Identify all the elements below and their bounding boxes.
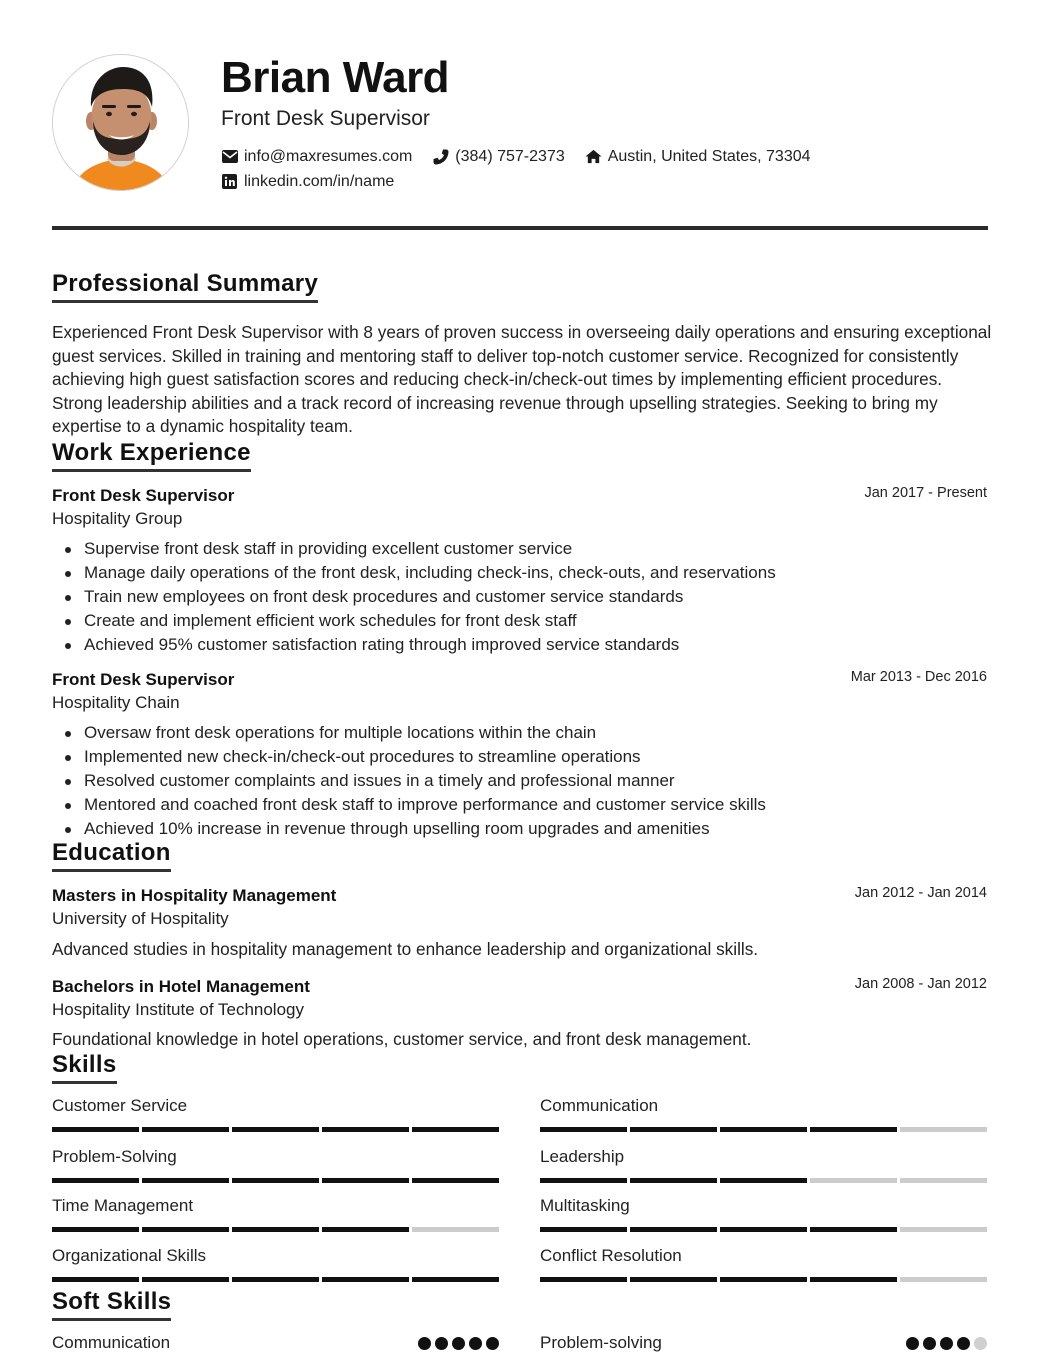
list-item: Resolved customer complaints and issues in a timely and professional manner [52,769,982,793]
skill-level-segment [232,1277,319,1282]
education-description: Foundational knowledge in hotel operations, customer service, and front desk management. [52,1029,752,1049]
skill-level-segment [630,1277,717,1282]
skill-item [540,1146,987,1183]
location-text: Austin, United States, 73304 [607,147,811,165]
skill-label: Problem-Solving [52,1147,177,1166]
rating-dot [435,1337,448,1350]
skill-item [52,1245,499,1282]
skill-level-bar [52,1178,499,1183]
skill-level-bar [52,1127,499,1132]
skill-level-segment [412,1227,499,1232]
rating-dot [469,1337,482,1350]
contact-phone[interactable] [432,146,564,168]
rating-dot [906,1337,919,1350]
candidate-name: Brian Ward [221,53,450,102]
candidate-role: Front Desk Supervisor [221,107,430,130]
job-organization: Hospitality Group [52,509,183,528]
rating-dot [418,1337,431,1350]
skill-level-segment [52,1178,139,1183]
list-item: Train new employees on front desk procedures and customer service standards [52,585,982,609]
degree-title: Masters in Hospitality Management [52,886,337,905]
soft-skill-item [540,1330,987,1356]
rating-dot [940,1337,953,1350]
skill-level-bar [52,1277,499,1282]
skill-level-bar [540,1127,987,1132]
skill-level-segment [720,1178,807,1183]
skill-level-segment [720,1227,807,1232]
linkedin-icon [221,173,238,190]
linkedin-text: linkedin.com/in/name [244,172,395,190]
contact-linkedin[interactable] [221,171,394,193]
skill-level-segment [900,1227,987,1232]
skill-label: Organizational Skills [52,1246,207,1265]
skill-label: Customer Service [52,1096,188,1115]
skill-level-segment [232,1227,319,1232]
phone-icon [432,148,449,165]
skill-level-segment [900,1277,987,1282]
job-organization: Hospitality Chain [52,693,180,712]
summary-text: Experienced Front Desk Supervisor with 8 years of proven success in overseeing daily operations and ensuring exceptional guest services. Skilled in training and mentoring staff to deliver top-notch customer service. Recognized for consistently achieving high guest satisfaction scores and reducing check-in/check-out times by implementing efficient procedures. Strong leadership abilities and a track record of increasing revenue through upselling strategies. Seeking to bring my expertise to a dynamic hospitality team. [52,322,992,437]
skill-level-segment [540,1127,627,1132]
skill-level-segment [630,1127,717,1132]
list-item: Implemented new check-in/check-out procedures to streamline operations [52,745,982,769]
list-item: Manage daily operations of the front desk, including check-ins, check-outs, and reservations [52,561,982,585]
skill-level-segment [322,1127,409,1132]
skill-level-segment [540,1277,627,1282]
skill-level-segment [720,1127,807,1132]
skill-level-segment [412,1127,499,1132]
skill-label: Communication [540,1096,659,1115]
section-title-skills: Skills [52,1051,117,1084]
list-item: Mentored and coached front desk staff to improve performance and customer service skills [52,793,982,817]
contact-row [221,169,831,194]
skill-label: Time Management [52,1196,194,1215]
list-item: Oversaw front desk operations for multiple locations within the chain [52,721,982,745]
phone-text: (384) 757-2373 [455,147,565,165]
skill-item [540,1195,987,1232]
rating-dot [486,1337,499,1350]
skill-level-segment [900,1127,987,1132]
home-icon [585,148,602,165]
skill-level-segment [232,1178,319,1183]
soft-skill-rating [902,1337,987,1350]
soft-skill-label: Communication [52,1333,171,1352]
avatar [52,54,189,191]
skill-item [52,1146,499,1183]
degree-title: Bachelors in Hotel Management [52,977,310,996]
skill-item [540,1245,987,1282]
skill-item [540,1095,987,1132]
skill-level-segment [630,1178,717,1183]
skill-level-segment [322,1277,409,1282]
skill-level-segment [52,1277,139,1282]
skill-level-bar [540,1277,987,1282]
soft-skill-label: Problem-solving [540,1333,662,1352]
skill-level-segment [142,1277,229,1282]
skill-level-segment [412,1178,499,1183]
skill-level-segment [412,1277,499,1282]
email-text: info@maxresumes.com [244,147,413,165]
job-bullet-list [52,721,982,841]
soft-skill-item [52,1330,499,1356]
list-item: Supervise front desk staff in providing excellent customer service [52,537,982,561]
skill-level-segment [142,1127,229,1132]
education-date: Jan 2012 - Jan 2014 [854,885,987,901]
list-item: Achieved 10% increase in revenue through upselling room upgrades and amenities [52,817,982,841]
contact-email[interactable] [221,146,412,168]
profile-photo [53,55,189,191]
skill-level-bar [540,1178,987,1183]
skill-label: Conflict Resolution [540,1246,682,1265]
skill-level-segment [52,1227,139,1232]
resume-header [52,54,988,194]
skill-level-segment [142,1227,229,1232]
skill-level-segment [810,1227,897,1232]
rating-dot [452,1337,465,1350]
rating-dot [923,1337,936,1350]
job-title: Front Desk Supervisor [52,486,235,505]
section-title-experience: Work Experience [52,439,251,472]
skill-level-segment [232,1127,319,1132]
skill-item [52,1195,499,1232]
skill-level-segment [810,1127,897,1132]
header-divider [52,226,988,230]
skill-level-segment [810,1277,897,1282]
envelope-icon [221,148,238,165]
contact-location [585,146,811,168]
skill-level-segment [322,1227,409,1232]
list-item: Achieved 95% customer satisfaction rating through improved service standards [52,633,982,657]
job-bullet-list [52,537,982,657]
skill-label: Multitasking [540,1196,630,1215]
soft-skill-rating [414,1337,499,1350]
skill-level-segment [630,1227,717,1232]
skill-level-segment [540,1227,627,1232]
section-title-summary: Professional Summary [52,270,318,303]
skill-level-segment [720,1277,807,1282]
contact-row [221,144,831,169]
rating-dot [957,1337,970,1350]
skill-level-segment [322,1178,409,1183]
skill-level-bar [52,1227,499,1232]
school-name: Hospitality Institute of Technology [52,1000,304,1019]
skill-level-segment [900,1178,987,1183]
school-name: University of Hospitality [52,909,229,928]
rating-dot [974,1337,987,1350]
skill-level-segment [540,1178,627,1183]
skill-label: Leadership [540,1147,625,1166]
job-date: Jan 2017 - Present [864,485,987,501]
section-title-soft-skills: Soft Skills [52,1288,171,1321]
education-date: Jan 2008 - Jan 2012 [854,976,987,992]
skill-level-bar [540,1227,987,1232]
skill-item [52,1095,499,1132]
education-description: Advanced studies in hospitality management to enhance leadership and organizational skills. [52,939,759,959]
job-date: Mar 2013 - Dec 2016 [850,669,987,685]
skill-level-segment [142,1178,229,1183]
skill-level-segment [810,1178,897,1183]
list-item: Create and implement efficient work schedules for front desk staff [52,609,982,633]
skill-level-segment [52,1127,139,1132]
section-title-education: Education [52,839,171,872]
job-title: Front Desk Supervisor [52,670,235,689]
contact-info [221,144,831,194]
